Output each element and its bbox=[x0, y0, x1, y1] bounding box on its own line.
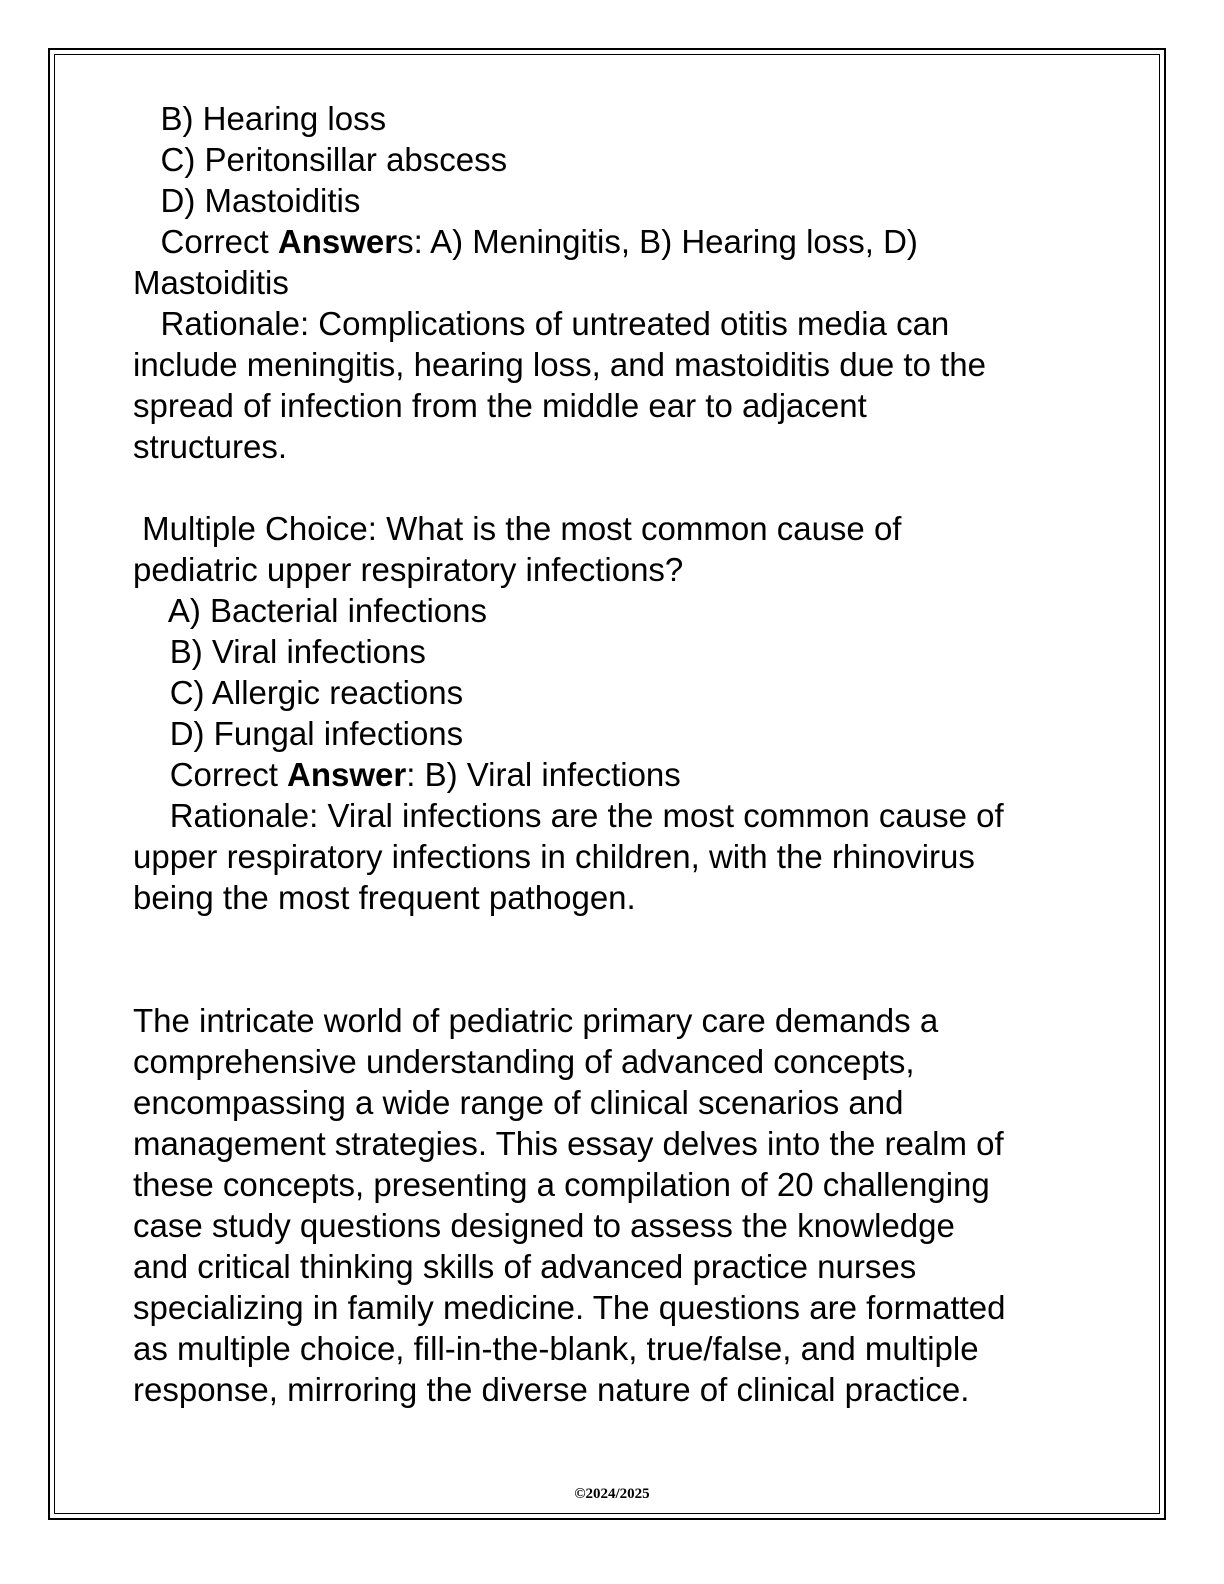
q2-rationale-line: being the most frequent pathogen. bbox=[133, 879, 636, 916]
essay-line: encompassing a wide range of clinical scenarios and bbox=[133, 1084, 904, 1121]
essay-line: specializing in family medicine. The questions are formatted bbox=[133, 1289, 1006, 1326]
q2-rationale-line: upper respiratory infections in children, with the rhinovirus bbox=[133, 838, 975, 875]
q1-option-d: D) Mastoiditis bbox=[160, 182, 361, 219]
essay-line: The intricate world of pediatric primary care demands a bbox=[133, 1002, 939, 1039]
essay-line: as multiple choice, fill-in-the-blank, true/false, and multiple bbox=[133, 1330, 979, 1367]
essay-line: response, mirroring the diverse nature of clinical practice. bbox=[133, 1371, 970, 1408]
essay-line: and critical thinking skills of advanced practice nurses bbox=[133, 1248, 917, 1285]
q2-option-c: C) Allergic reactions bbox=[169, 674, 464, 711]
q1-correct-answer-wrap: Mastoiditis bbox=[133, 264, 289, 301]
q1-option-c: C) Peritonsillar abscess bbox=[160, 141, 508, 178]
q1-rationale-line: Rationale: Complications of untreated otitis media can bbox=[160, 305, 950, 342]
q2-option-b: B) Viral infections bbox=[169, 633, 426, 670]
q2-option-d: D) Fungal infections bbox=[169, 715, 464, 752]
q1-correct-answer: Correct Answers: A) Meningitis, B) Hearing loss, D) bbox=[160, 223, 918, 260]
essay-line: these concepts, presenting a compilation of 20 challenging bbox=[133, 1166, 990, 1203]
essay-line: comprehensive understanding of advanced concepts, bbox=[133, 1043, 915, 1080]
q2-question-line: pediatric upper respiratory infections? bbox=[133, 551, 684, 588]
q1-rationale-line: spread of infection from the middle ear to adjacent bbox=[133, 387, 867, 424]
copyright-footer: ©2024/2025 bbox=[574, 1486, 650, 1502]
q2-option-a: A) Bacterial infections bbox=[167, 592, 487, 629]
document-body bbox=[133, 98, 1093, 1410]
q2-rationale-line: Rationale: Viral infections are the most common cause of bbox=[169, 797, 1004, 834]
q2-correct-answer: Correct Answer: B) Viral infections bbox=[169, 756, 681, 793]
q1-option-b: B) Hearing loss bbox=[160, 100, 387, 137]
q1-rationale-line: structures. bbox=[133, 428, 288, 465]
essay-line: management strategies. This essay delves into the realm of bbox=[133, 1125, 1004, 1162]
essay-line: case study questions designed to assess the knowledge bbox=[133, 1207, 955, 1244]
q1-rationale-line: include meningitis, hearing loss, and mastoiditis due to the bbox=[133, 346, 986, 383]
q2-question-line: Multiple Choice: What is the most common cause of bbox=[142, 510, 902, 547]
